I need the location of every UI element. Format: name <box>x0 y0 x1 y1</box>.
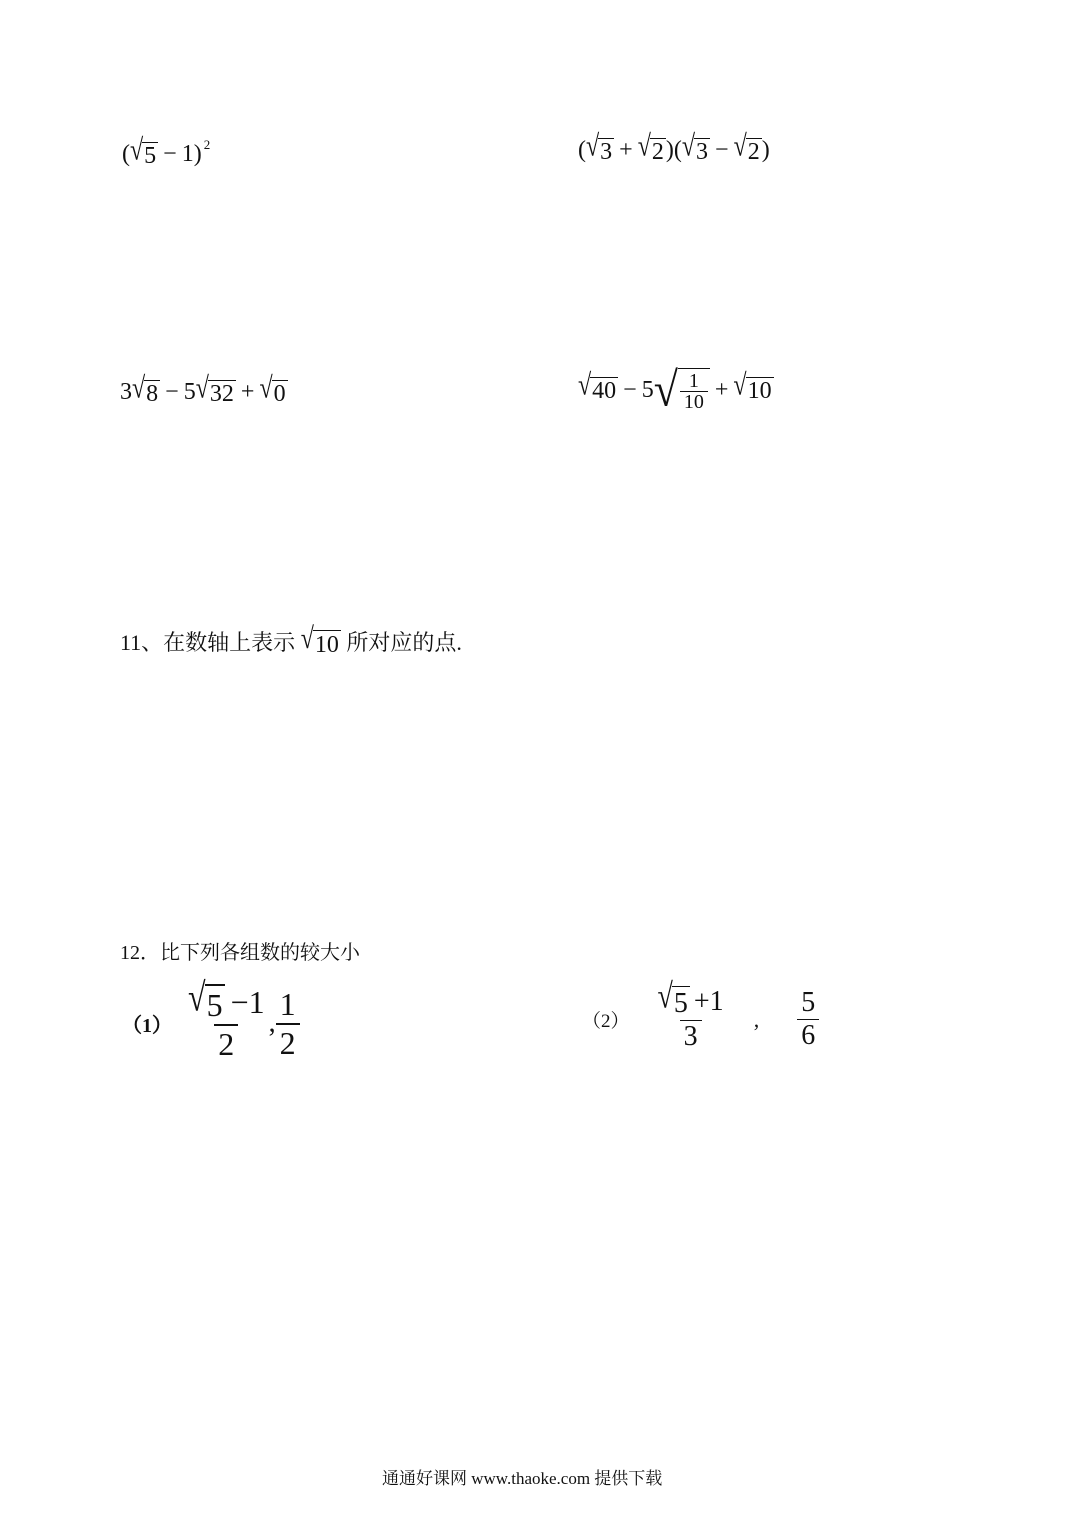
radicand: 32 <box>209 381 234 407</box>
sqrt-2: √ 2 <box>733 130 760 165</box>
numerator-rest: −1 <box>230 984 265 1020</box>
footer-text: 通通好课网 www.thaoke.com 提供下载 <box>382 1469 663 1488</box>
radicand: 2 <box>651 139 664 165</box>
operator-plus: + <box>619 137 633 163</box>
fraction-1-over-2 <box>276 986 300 1062</box>
radicand: 3 <box>696 139 709 165</box>
coefficient: 3 <box>120 379 132 405</box>
radicand: 5 <box>673 988 688 1019</box>
question-11-prefix: 11、在数轴上表示 <box>120 630 296 655</box>
question-12-title <box>120 936 360 965</box>
operator-minus: − <box>715 137 729 163</box>
paren-close: ) <box>761 137 770 163</box>
fraction-5-over-6 <box>797 987 819 1052</box>
sqrt-40: √ 40 <box>578 369 617 404</box>
sqrt-5: √ 5 <box>188 974 223 1023</box>
coefficient: 5 <box>183 379 196 405</box>
numerator: 5 <box>801 987 816 1018</box>
sqrt-8: √ 8 <box>132 372 159 407</box>
paren-mid: )( <box>665 137 682 163</box>
radicand: 8 <box>146 381 159 407</box>
exponent: 2 <box>203 137 211 152</box>
sqrt-10: √ 10 <box>733 369 772 404</box>
denominator: 3 <box>680 1020 702 1053</box>
sqrt-0: √ 0 <box>259 372 286 407</box>
denominator: 6 <box>797 1019 819 1052</box>
numerator: 1 <box>279 985 296 1022</box>
question-11-suffix: 所对应的点. <box>346 630 462 655</box>
denominator: 10 <box>680 391 708 412</box>
sqrt-5: √ 5 <box>130 134 157 169</box>
denominator: 2 <box>276 1023 300 1062</box>
operator-plus: + <box>714 377 729 403</box>
expression-2 <box>578 130 770 165</box>
paren-open: ( <box>122 141 130 167</box>
operator-plus: + <box>240 379 255 405</box>
radicand: 2 <box>747 139 760 165</box>
radicand: 40 <box>592 378 617 404</box>
fraction-sqrt5-minus-1-over-2 <box>184 974 269 1063</box>
question-11 <box>120 622 462 659</box>
question-12-part-2 <box>582 977 819 1053</box>
radicand: 0 <box>273 381 286 407</box>
sqrt-10: √ 10 <box>300 622 339 658</box>
sqrt-3: √ 3 <box>681 130 709 165</box>
expression-4 <box>578 362 774 417</box>
sqrt-2: √ 2 <box>637 130 664 165</box>
expression-1 <box>122 134 211 169</box>
numerator: 1 <box>688 370 699 392</box>
paren-open: ( <box>578 137 586 163</box>
denominator: 2 <box>214 1024 238 1063</box>
radicand: 10 <box>314 632 339 658</box>
fraction-1-over-10 <box>680 371 708 412</box>
coefficient: 5 <box>641 377 654 403</box>
sqrt-32: √ 32 <box>195 372 234 407</box>
part-label: （1） <box>122 1015 172 1037</box>
radicand: 3 <box>600 139 613 165</box>
radicand: 5 <box>205 984 225 1024</box>
sqrt-fraction: √ $\frac{1}{10}$ <box>654 368 710 412</box>
question-12-part-1 <box>122 974 300 1063</box>
fraction-sqrt5-plus-1-over-3 <box>654 977 728 1053</box>
operator-minus: − <box>163 141 177 167</box>
radicand: 5 <box>144 143 157 169</box>
question-12-text: 12．比下列各组数的较大小 <box>120 942 360 964</box>
separator-comma: , <box>753 1006 760 1032</box>
operator-minus: − <box>623 377 637 403</box>
sqrt-5: √ 5 <box>657 977 688 1019</box>
sqrt-3: √ 3 <box>586 130 613 165</box>
term-one: 1) <box>181 141 202 167</box>
part-label: （2） <box>582 1011 630 1032</box>
operator-minus: − <box>165 379 179 405</box>
radicand: 10 <box>747 378 772 404</box>
separator-comma: , <box>268 1007 276 1039</box>
expression-3 <box>120 372 288 407</box>
numerator-rest: +1 <box>693 986 724 1017</box>
footer <box>382 1464 662 1489</box>
